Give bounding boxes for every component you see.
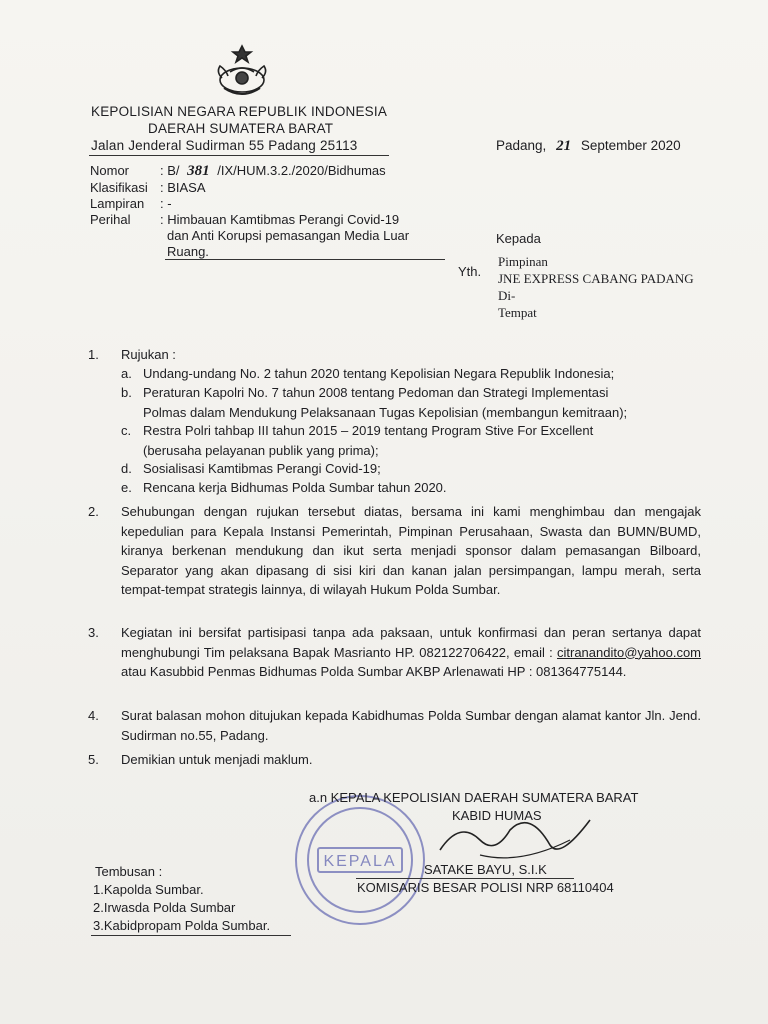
perihal-line2: dan Anti Korupsi pemasangan Media Luar [167,228,410,243]
recipient-yth: Yth. [458,264,482,279]
p1-item-text: Peraturan Kapolri No. 7 tahun 2008 tentang Pedoman dan Strategi Implementasi [143,385,609,400]
nomor-label: Nomor [90,163,130,178]
recipient-kepada: Kepada [496,231,541,246]
seal-center-text: KEPALA [323,853,397,870]
p1-item-a [121,364,614,384]
p2-number: 2. [88,504,99,519]
p3-number: 3. [88,625,99,640]
police-emblem-icon [210,42,274,100]
signature-line1: a.n KEPALA KEPOLISIAN DAERAH SUMATERA BARAT [309,790,639,805]
p1-number: 1. [88,347,99,362]
p1-item-letter: a. [121,366,132,381]
p3-text-b: atau Kasubbid Penmas Bidhumas Polda Sumbar AKBP Arlenawati HP : 081364775144. [121,664,627,679]
p1-title: Rujukan : [121,347,176,362]
p1-item-letter: d. [121,461,132,476]
p3-text-a: Kegiatan ini bersifat partisipasi tanpa ada paksaan, untuk konfirmasi dan peran sertanya dapat menghubungi Tim pelaksana Bapak Masrianto HP. 082122706422, email : [121,625,701,660]
p2-text: Sehubungan dengan rujukan tersebut diatas, bersama ini kami menghimbau dan mengajak kepedulian para Kepala Instansi Pemerintah, Pimpinan Perusahaan, Swasta dan BUMN/BUMD, kiranya berkenan mendukung dan ikut serta menjadi sponsor dalam pemasangan Bilboard, Separator yang akan dipasang di sisi kiri dan kanan jalan persimpangan, lampu merah, serta tempat-tempat strategis lainnya, di wilayah Hukum Polda Sumbar. [121,504,701,597]
p3-text [121,623,701,682]
klasifikasi-value: : BIASA [160,180,206,195]
org-address: Jalan Jenderal Sudirman 55 Padang 25113 [91,138,358,153]
meta-nomor [90,163,386,179]
p1-item-letter: c. [121,423,132,438]
tembusan-item: 3.Kabidpropam Polda Sumbar. [93,918,271,933]
p5-text: Demikian untuk menjadi maklum. [121,752,313,767]
meta-lampiran [90,196,172,212]
perihal-label: Perihal [90,212,131,227]
lampiran-label: Lampiran [90,196,145,211]
nomor-suffix: /IX/HUM.3.2./2020/Bidhumas [217,163,386,178]
klasifikasi-label: Klasifikasi [90,180,148,195]
perihal-underline [165,259,445,260]
recipient-line2: JNE EXPRESS CABANG PADANG [498,271,694,286]
recipient-line4: Tempat [498,305,537,320]
p1-item-text: Rencana kerja Bidhumas Polda Sumbar tahun 2020. [143,480,447,495]
p1-item-c [121,421,593,460]
p5-number: 5. [88,752,99,767]
p1-item-b [121,383,627,422]
signature-line2: KABID HUMAS [452,808,542,823]
tembusan-item: 1.Kapolda Sumbar. [93,882,204,897]
signature-rank: KOMISARIS BESAR POLISI NRP 68110404 [357,880,614,895]
p1-item-text: Undang-undang No. 2 tahun 2020 tentang Kepolisian Negara Republik Indonesia; [143,366,615,381]
date-day-handwritten: 21 [556,138,572,154]
tembusan-item: 2.Irwasda Polda Sumbar [93,900,236,915]
recipient-line1: Pimpinan [498,254,548,269]
signature-name: SATAKE BAYU, S.I.K [424,862,547,877]
meta-perihal [90,212,399,228]
perihal-line1: : Himbauan Kamtibmas Perangi Covid-19 [160,212,400,227]
p1-item-e [121,478,447,498]
signature-name-underline [356,878,574,879]
lampiran-value: : - [160,196,172,211]
recipient-line3: Di- [498,288,516,303]
nomor-handwritten: 381 [187,163,210,179]
p1-item-text: Restra Polri tahbap III tahun 2015 – 2019 tentang Program Stive For Excellent [143,423,594,438]
date-city: Padang, [496,138,547,153]
date-line [496,138,681,154]
p4-number: 4. [88,708,99,723]
p1-item-letter: b. [121,385,132,400]
nomor-prefix: : B/ [160,163,180,178]
p1-item-cont: Polmas dalam Mendukung Pelaksanaan Tugas Kepolisian (membangun kemitraan); [143,404,628,420]
tembusan-title: Tembusan : [95,864,163,879]
header-underline [89,155,389,156]
date-month-year: September 2020 [580,138,681,153]
official-seal-icon [290,790,430,930]
meta-klasifikasi [90,180,206,196]
p1-item-text: Sosialisasi Kamtibmas Perangi Covid-19; [143,461,381,476]
p1-item-d [121,459,381,479]
org-name-line2: DAERAH SUMATERA BARAT [148,121,334,136]
p4-text: Surat balasan mohon ditujukan kepada Kabidhumas Polda Sumbar dengan alamat kantor Jln. Jend. Sudirman no.55, Padang. [121,708,701,743]
p1-item-letter: e. [121,480,132,495]
p3-email-link[interactable]: citranandito@yahoo.com [557,644,701,660]
p1-item-cont: (berusaha pelayanan publik yang prima); [143,442,379,458]
perihal-line3: Ruang. [167,244,209,259]
tembusan-underline [91,935,291,936]
org-name-line1: KEPOLISIAN NEGARA REPUBLIK INDONESIA [91,104,388,119]
